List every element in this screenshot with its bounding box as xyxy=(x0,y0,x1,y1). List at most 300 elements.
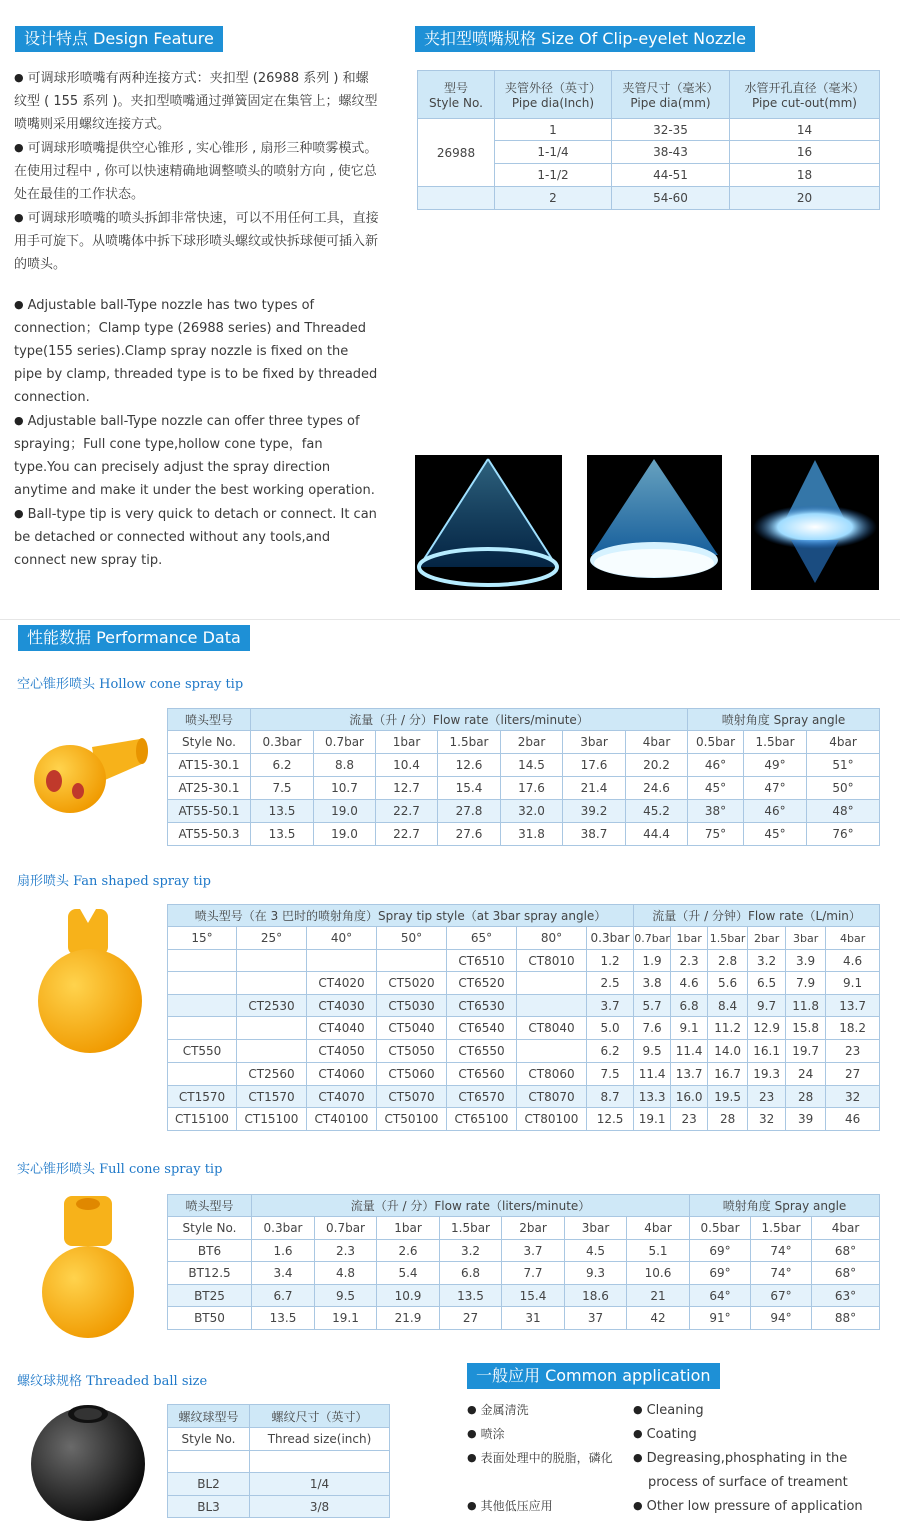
full-cone-subtitle: 实心锥形喷头 Full cone spray tip xyxy=(17,1162,223,1177)
table-cell: 流量（升 / 分）Flow rate（liters/minute） xyxy=(252,1195,690,1217)
table-cell: CT80100 xyxy=(517,1108,587,1131)
fan-header-row xyxy=(168,905,880,927)
table-cell: 75° xyxy=(688,823,744,846)
table-cell: 28 xyxy=(786,1086,826,1108)
table-cell: 16 xyxy=(730,141,880,164)
table-cell: 1bar xyxy=(377,1217,440,1240)
table-cell: 69° xyxy=(690,1262,751,1285)
table-cell: 15.8 xyxy=(786,1017,826,1040)
table-cell: 2.5 xyxy=(587,972,634,995)
table-row xyxy=(168,1108,880,1131)
table-cell: 0.7bar xyxy=(314,731,376,754)
table-cell: 6.2 xyxy=(251,754,314,777)
table-cell: 喷头型号（在 3 巴时的喷射角度）Spray tip style（at 3bar spray angle） xyxy=(168,905,634,927)
table-cell: CT4050 xyxy=(307,1040,377,1063)
table-cell: 46° xyxy=(744,800,807,823)
table-row xyxy=(168,1240,880,1262)
table-cell: 47° xyxy=(744,777,807,800)
table-cell: 7.5 xyxy=(251,777,314,800)
feature-en-1: ● Adjustable ball-Type nozzle has two types of connection；Clamp type (26988 series) and Threaded type(155 series).Clamp spray nozzle is fixed on the pipe by clamp, threaded type is to be fixed by threaded connection. xyxy=(14,298,378,405)
table-cell: 1-1/2 xyxy=(495,164,612,187)
table-cell: 16.0 xyxy=(671,1086,708,1108)
table-cell: 1bar xyxy=(376,731,438,754)
table-cell: 22.7 xyxy=(376,823,438,846)
table-cell: 40° xyxy=(307,927,377,950)
table-cell: 22.7 xyxy=(376,800,438,823)
table-row xyxy=(168,995,880,1017)
threaded-ball-table xyxy=(167,1404,390,1518)
table-cell: CT4040 xyxy=(307,1017,377,1040)
table-cell: AT25-30.1 xyxy=(168,777,251,800)
table-cell: 13.5 xyxy=(251,823,314,846)
table-cell: 31.8 xyxy=(501,823,563,846)
table-cell: 24 xyxy=(786,1063,826,1086)
table-cell: CT2530 xyxy=(237,995,307,1017)
table-cell: 18.6 xyxy=(565,1285,627,1307)
table-cell: Style No. xyxy=(168,1428,250,1451)
threaded-ball-image xyxy=(28,1400,148,1524)
table-cell: 5.1 xyxy=(627,1240,690,1262)
table-cell: 4bar xyxy=(627,1217,690,1240)
table-cell: 1.6 xyxy=(252,1240,315,1262)
table-cell: 19.1 xyxy=(315,1307,377,1330)
list-item: ● 喷涂 xyxy=(467,1427,505,1441)
table-cell: 38.7 xyxy=(563,823,626,846)
table-cell: 0.5bar xyxy=(688,731,744,754)
table-row xyxy=(168,1473,390,1496)
table-cell: 19.3 xyxy=(748,1063,786,1086)
table-cell: 7.6 xyxy=(634,1017,671,1040)
table-cell: 1.5bar xyxy=(751,1217,812,1240)
table-cell: 16.1 xyxy=(748,1040,786,1063)
table-cell: 42 xyxy=(627,1307,690,1330)
table-cell: 44.4 xyxy=(626,823,688,846)
table-cell: 38° xyxy=(688,800,744,823)
table-cell xyxy=(237,950,307,972)
performance-title: 性能数据 Performance Data xyxy=(18,625,250,651)
table-cell: CT2560 xyxy=(237,1063,307,1086)
table-row xyxy=(168,950,880,972)
table-cell: AT15-30.1 xyxy=(168,754,251,777)
table-row xyxy=(168,1285,880,1307)
table-cell: 8.8 xyxy=(314,754,376,777)
table-cell: 0.3bar xyxy=(587,927,634,950)
table-cell: 15° xyxy=(168,927,237,950)
list-item: ● Cleaning xyxy=(633,1403,704,1418)
table-cell: 0.3bar xyxy=(251,731,314,754)
table-cell: 68° xyxy=(812,1240,880,1262)
table-cell xyxy=(237,1017,307,1040)
table-cell: 11.4 xyxy=(671,1040,708,1063)
table-cell: CT50100 xyxy=(377,1108,447,1131)
table-cell: 8.7 xyxy=(587,1086,634,1108)
table-cell: 31 xyxy=(502,1307,565,1330)
full-header-row xyxy=(168,1195,880,1217)
table-cell: CT8070 xyxy=(517,1086,587,1108)
table-cell: 螺纹球型号 xyxy=(168,1405,250,1428)
clip-style-cell: 26988 xyxy=(418,119,495,187)
table-row xyxy=(168,1262,880,1285)
table-cell: 3.2 xyxy=(440,1240,502,1262)
table-cell: 20 xyxy=(730,187,880,210)
feature-en-3: ● Ball-type tip is very quick to detach or connect. It can be detached or connected without any tools,and connect new spray tip. xyxy=(14,507,377,568)
application-title: 一般应用 Common application xyxy=(467,1363,720,1389)
table-cell: AT55-50.1 xyxy=(168,800,251,823)
table-cell: 91° xyxy=(690,1307,751,1330)
table-cell: CT6510 xyxy=(447,950,517,972)
table-row xyxy=(168,1451,390,1473)
table-cell: 19.0 xyxy=(314,800,376,823)
table-cell: 19.7 xyxy=(786,1040,826,1063)
table-cell: 14.5 xyxy=(501,754,563,777)
table-row xyxy=(168,1496,390,1518)
table-cell: 3.9 xyxy=(786,950,826,972)
table-cell: 1.2 xyxy=(587,950,634,972)
full-cone-spray-photo xyxy=(587,455,722,590)
table-cell: 27.8 xyxy=(438,800,501,823)
hollow-cone-table xyxy=(167,708,880,846)
table-cell: CT4060 xyxy=(307,1063,377,1086)
table-cell: 74° xyxy=(751,1262,812,1285)
clip-header-pipe-inch: 夹管外径（英寸） Pipe dia(Inch) xyxy=(495,71,612,119)
table-row xyxy=(168,1040,880,1063)
table-row xyxy=(168,800,880,823)
table-cell: CT1570 xyxy=(237,1086,307,1108)
table-cell: 19.5 xyxy=(708,1086,748,1108)
table-cell: 1.5bar xyxy=(440,1217,502,1240)
table-cell: 67° xyxy=(751,1285,812,1307)
table-cell: 11.4 xyxy=(634,1063,671,1086)
table-cell xyxy=(250,1451,390,1473)
table-cell: 10.9 xyxy=(377,1285,440,1307)
clip-header-row xyxy=(418,71,880,119)
table-cell: CT4020 xyxy=(307,972,377,995)
table-cell: CT5060 xyxy=(377,1063,447,1086)
table-cell: Style No. xyxy=(168,731,251,754)
table-cell: 3.4 xyxy=(252,1262,315,1285)
table-cell: 65° xyxy=(447,927,517,950)
table-cell: 51° xyxy=(807,754,880,777)
table-row xyxy=(168,823,880,846)
table-cell: 2.3 xyxy=(671,950,708,972)
fan-columns-row xyxy=(168,927,880,950)
table-cell xyxy=(168,950,237,972)
list-item: ● Degreasing,phosphating in the process of surface of treament xyxy=(633,1451,848,1490)
table-cell: 50° xyxy=(807,777,880,800)
table-cell: 8.4 xyxy=(708,995,748,1017)
table-row xyxy=(168,754,880,777)
table-cell: 9.3 xyxy=(565,1262,627,1285)
clip-size-table xyxy=(417,70,880,210)
table-cell: 6.8 xyxy=(440,1262,502,1285)
table-cell: 3bar xyxy=(565,1217,627,1240)
table-cell: 28 xyxy=(708,1108,748,1131)
table-cell: 69° xyxy=(690,1240,751,1262)
fan-table xyxy=(167,904,880,1131)
full-cone-table xyxy=(167,1194,880,1330)
table-cell: 4bar xyxy=(812,1217,880,1240)
table-cell: 27 xyxy=(826,1063,880,1086)
table-cell: 螺纹尺寸（英寸） xyxy=(250,1405,390,1428)
table-cell: 13.5 xyxy=(440,1285,502,1307)
table-cell: CT6520 xyxy=(447,972,517,995)
table-cell: 64° xyxy=(690,1285,751,1307)
table-cell: 45° xyxy=(688,777,744,800)
table-cell: CT6560 xyxy=(447,1063,517,1086)
table-cell: 2.6 xyxy=(377,1240,440,1262)
table-cell: 88° xyxy=(812,1307,880,1330)
table-cell: 喷射角度 Spray angle xyxy=(690,1195,880,1217)
table-cell: CT6530 xyxy=(447,995,517,1017)
table-cell: 9.5 xyxy=(634,1040,671,1063)
table-cell: 4bar xyxy=(807,731,880,754)
table-cell: 14.0 xyxy=(708,1040,748,1063)
feature-cn-3: ● 可调球形喷嘴的喷头拆卸非常快速，可以不用任何工具，直接用手可旋下。从喷嘴体中拆下球形喷头螺纹或快拆球便可插入新的喷头。 xyxy=(14,211,379,272)
table-cell: AT55-50.3 xyxy=(168,823,251,846)
table-cell: 1.9 xyxy=(634,950,671,972)
table-cell: 0.7bar xyxy=(315,1217,377,1240)
table-cell: 21.4 xyxy=(563,777,626,800)
full-columns-row xyxy=(168,1217,880,1240)
table-cell: 14 xyxy=(730,119,880,141)
table-cell: 68° xyxy=(812,1262,880,1285)
hollow-columns-row xyxy=(168,731,880,754)
feature-en-2: ● Adjustable ball-Type nozzle can offer three types of spraying；Full cone type,hollow cone type，fan type.You can precisely adjust the spray direction anytime and make it under the best working operation. xyxy=(14,414,375,498)
table-cell: CT15100 xyxy=(237,1108,307,1131)
table-cell: CT5020 xyxy=(377,972,447,995)
table-cell: BT50 xyxy=(168,1307,252,1330)
table-cell: 18.2 xyxy=(826,1017,880,1040)
table-cell: 39 xyxy=(786,1108,826,1131)
table-cell: 5.7 xyxy=(634,995,671,1017)
hollow-cone-tip-image xyxy=(32,735,148,817)
table-cell xyxy=(517,972,587,995)
table-cell: 23 xyxy=(826,1040,880,1063)
table-cell: 9.1 xyxy=(826,972,880,995)
table-cell: 6.5 xyxy=(748,972,786,995)
table-cell: 17.6 xyxy=(563,754,626,777)
table-cell: 7.9 xyxy=(786,972,826,995)
table-cell: 5.6 xyxy=(708,972,748,995)
table-cell: 2.3 xyxy=(315,1240,377,1262)
full-cone-tip-image xyxy=(38,1192,138,1342)
table-cell: 45° xyxy=(744,823,807,846)
clip-header-cutout: 水管开孔直径（毫米） Pipe cut-out(mm) xyxy=(730,71,880,119)
threaded-header-row xyxy=(168,1405,390,1428)
table-cell: CT15100 xyxy=(168,1108,237,1131)
application-list-en xyxy=(633,1398,888,1518)
table-row xyxy=(168,1086,880,1108)
table-cell: 流量（升 / 分）Flow rate（liters/minute） xyxy=(251,709,688,731)
design-feature-text xyxy=(14,66,380,572)
table-cell: 74° xyxy=(751,1240,812,1262)
table-cell: 1/4 xyxy=(250,1473,390,1496)
table-cell: 1-1/4 xyxy=(495,141,612,164)
table-cell: 4.6 xyxy=(826,950,880,972)
table-cell: 4.5 xyxy=(565,1240,627,1262)
table-cell: 63° xyxy=(812,1285,880,1307)
table-cell: 0.3bar xyxy=(252,1217,315,1240)
fan-tip-image xyxy=(32,905,148,1055)
table-cell: 11.2 xyxy=(708,1017,748,1040)
table-cell: 94° xyxy=(751,1307,812,1330)
table-cell: 2.8 xyxy=(708,950,748,972)
table-cell: 10.6 xyxy=(627,1262,690,1285)
table-cell: CT1570 xyxy=(168,1086,237,1108)
table-cell: 37 xyxy=(565,1307,627,1330)
table-cell: 6.7 xyxy=(252,1285,315,1307)
table-cell: 2bar xyxy=(501,731,563,754)
table-row xyxy=(418,187,880,210)
table-cell: 喷头型号 xyxy=(168,1195,252,1217)
list-item: ● Coating xyxy=(633,1427,697,1442)
table-cell: 44-51 xyxy=(612,164,730,187)
table-cell: 9.7 xyxy=(748,995,786,1017)
feature-cn-2: ● 可调球形喷嘴提供空心锥形 , 实心锥形 , 扇形三种喷雾模式。在使用过程中 , 你可以快速精确地调整喷头的喷射方向 , 使它总处在最佳的工作状态。 xyxy=(14,141,378,202)
table-cell: 4.6 xyxy=(671,972,708,995)
table-cell: 21.9 xyxy=(377,1307,440,1330)
table-cell: 32 xyxy=(826,1086,880,1108)
table-cell xyxy=(307,950,377,972)
table-cell xyxy=(168,972,237,995)
table-cell: CT6550 xyxy=(447,1040,517,1063)
table-cell xyxy=(168,1451,250,1473)
table-row xyxy=(168,1063,880,1086)
table-cell: 80° xyxy=(517,927,587,950)
table-cell: 3/8 xyxy=(250,1496,390,1518)
table-cell: 49° xyxy=(744,754,807,777)
table-cell: 13.7 xyxy=(671,1063,708,1086)
list-item: ● Other low pressure of application xyxy=(633,1499,863,1514)
design-feature-title: 设计特点 Design Feature xyxy=(15,26,223,52)
table-cell: 12.9 xyxy=(748,1017,786,1040)
table-cell: 3.2 xyxy=(748,950,786,972)
table-row xyxy=(168,777,880,800)
table-cell: 27 xyxy=(440,1307,502,1330)
table-cell: CT6540 xyxy=(447,1017,517,1040)
table-cell: 喷头型号 xyxy=(168,709,251,731)
table-row xyxy=(418,119,880,141)
table-cell: 12.5 xyxy=(587,1108,634,1131)
table-cell: 19.0 xyxy=(314,823,376,846)
table-cell: 19.1 xyxy=(634,1108,671,1131)
table-cell xyxy=(517,995,587,1017)
table-cell xyxy=(517,1040,587,1063)
table-cell: CT8010 xyxy=(517,950,587,972)
table-cell: 13.3 xyxy=(634,1086,671,1108)
table-cell xyxy=(418,187,495,210)
table-cell: CT5030 xyxy=(377,995,447,1017)
list-item: ● 表面处理中的脱脂，磷化 xyxy=(467,1451,613,1465)
table-cell: 2bar xyxy=(748,927,786,950)
table-cell: 3.7 xyxy=(587,995,634,1017)
table-cell: CT65100 xyxy=(447,1108,517,1131)
table-cell: 10.4 xyxy=(376,754,438,777)
table-cell xyxy=(168,1063,237,1086)
hollow-cone-spray-photo xyxy=(415,455,562,590)
table-cell: 54-60 xyxy=(612,187,730,210)
hollow-cone-subtitle: 空心锥形喷头 Hollow cone spray tip xyxy=(17,677,244,692)
table-cell: CT8060 xyxy=(517,1063,587,1086)
table-cell: 15.4 xyxy=(438,777,501,800)
table-cell: 3bar xyxy=(563,731,626,754)
table-cell: 9.5 xyxy=(315,1285,377,1307)
table-cell: CT5050 xyxy=(377,1040,447,1063)
table-cell: 45.2 xyxy=(626,800,688,823)
hollow-header-row xyxy=(168,709,880,731)
table-cell: CT40100 xyxy=(307,1108,377,1131)
table-row xyxy=(168,1307,880,1330)
table-cell: 5.4 xyxy=(377,1262,440,1285)
table-cell: CT6570 xyxy=(447,1086,517,1108)
table-cell: 12.6 xyxy=(438,754,501,777)
table-cell: 2bar xyxy=(502,1217,565,1240)
threaded-columns-row xyxy=(168,1428,390,1451)
feature-cn-1: ● 可调球形喷嘴有两种连接方式：夹扣型 (26988 系列 ) 和螺纹型 ( 155 系列 )。夹扣型喷嘴通过弹簧固定在集管上；螺纹型喷嘴则采用螺纹连接方式。 xyxy=(14,71,378,132)
table-cell: 76° xyxy=(807,823,880,846)
fan-spray-photo xyxy=(751,455,879,590)
table-cell: 4bar xyxy=(826,927,880,950)
table-cell: CT4030 xyxy=(307,995,377,1017)
table-cell: 3bar xyxy=(786,927,826,950)
table-cell: 46 xyxy=(826,1108,880,1131)
table-cell: 1.5bar xyxy=(708,927,748,950)
table-cell: 1bar xyxy=(671,927,708,950)
table-cell: 21 xyxy=(627,1285,690,1307)
section-divider xyxy=(0,619,900,620)
table-cell: 11.8 xyxy=(786,995,826,1017)
table-cell: 39.2 xyxy=(563,800,626,823)
table-cell: Style No. xyxy=(168,1217,252,1240)
table-cell: 4bar xyxy=(626,731,688,754)
table-cell: 13.5 xyxy=(251,800,314,823)
table-cell: 32-35 xyxy=(612,119,730,141)
table-cell: 6.2 xyxy=(587,1040,634,1063)
table-cell: CT550 xyxy=(168,1040,237,1063)
table-cell: 16.7 xyxy=(708,1063,748,1086)
table-cell: 13.7 xyxy=(826,995,880,1017)
table-cell: 12.7 xyxy=(376,777,438,800)
application-list-cn xyxy=(467,1398,632,1518)
table-cell xyxy=(237,972,307,995)
table-cell: BT6 xyxy=(168,1240,252,1262)
table-cell: 喷射角度 Spray angle xyxy=(688,709,880,731)
table-cell: 1.5bar xyxy=(744,731,807,754)
table-cell: BT25 xyxy=(168,1285,252,1307)
threaded-ball-subtitle: 螺纹球规格 Threaded ball size xyxy=(17,1374,208,1389)
table-cell: 38-43 xyxy=(612,141,730,164)
table-cell: 流量（升 / 分钟）Flow rate（L/min） xyxy=(634,905,880,927)
table-cell: BT12.5 xyxy=(168,1262,252,1285)
table-cell: 48° xyxy=(807,800,880,823)
table-cell: 7.5 xyxy=(587,1063,634,1086)
list-item: ● 金属清洗 xyxy=(467,1403,529,1417)
table-cell: 23 xyxy=(671,1108,708,1131)
table-cell xyxy=(168,1017,237,1040)
clip-size-title: 夹扣型喷嘴规格 Size Of Clip-eyelet Nozzle xyxy=(415,26,755,52)
table-cell: 5.0 xyxy=(587,1017,634,1040)
table-cell: 15.4 xyxy=(502,1285,565,1307)
table-cell xyxy=(168,995,237,1017)
table-cell: 0.5bar xyxy=(690,1217,751,1240)
table-cell: 17.6 xyxy=(501,777,563,800)
fan-subtitle: 扇形喷头 Fan shaped spray tip xyxy=(17,874,211,889)
table-cell: 9.1 xyxy=(671,1017,708,1040)
table-cell: 23 xyxy=(748,1086,786,1108)
table-cell: 1 xyxy=(495,119,612,141)
table-cell xyxy=(377,950,447,972)
table-cell: 27.6 xyxy=(438,823,501,846)
